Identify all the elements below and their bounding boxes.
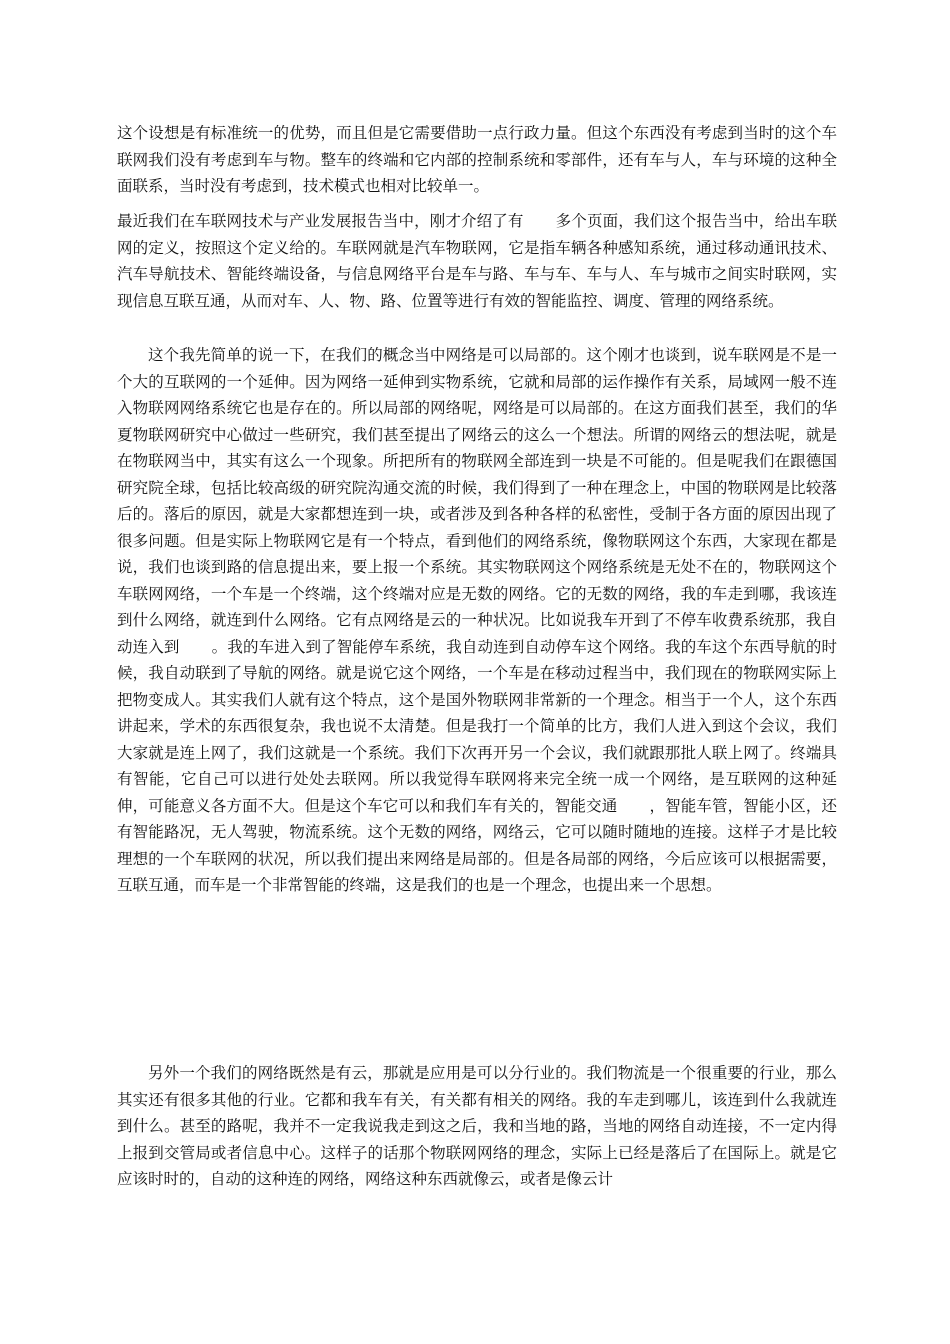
paragraph-4 bbox=[117, 1060, 837, 1193]
paragraph-4-text: 另外一个我们的网络既然是有云，那就是应用是可以分行业的。我们物流是一个很重要的行业，那么其实还有很多其他的行业。它都和我车有关，有关都有相关的网络。我的车走到哪儿，该连到什么我就连到什么。甚至的路呢，我并不一定我说我走到这之后，我和当地的路，当地的网络自动连接，不一定内得上报到交管局或者信息中心。这样子的话那个物联网网络的理念，实际上已经是落后了在国际上。就是它应该时时的，自动的这种连的网络，网络这种东西就像云，或者是像云计 bbox=[117, 1064, 837, 1188]
paragraph-3 bbox=[117, 342, 837, 899]
paragraph-2-text-b: 多个页面，我们这个报告当中，给出车联网的定义，按照这个定义给的。车联网就是汽车物联网，它是指车辆各种感知系统，通过移动通讯技术、汽车导航技术、智能终端设备，与信息网络平台是车与路、车与车、车与人、车与城市之间实时联网，实现信息互联互通，从而对车、人、物、路、位置等进行有效的智能监控、调度、管理的网络系统。 bbox=[117, 212, 837, 310]
paragraph-1-text: 这个设想是有标准统一的优势，而且但是它需要借助一点行政力量。但这个东西没有考虑到当时的这个车联网我们没有考虑到车与物。整车的终端和它内部的控制系统和零部件，还有车与人，车与环境的这种全面联系，当时没有考虑到，技术模式也相对比较单一。 bbox=[117, 124, 837, 195]
paragraph-3-text-a: 这个我先简单的说一下，在我们的概念当中网络是可以局部的。这个刚才也谈到，说车联网是不是一个大的互联网的一个延伸。因为网络一延伸到实物系统，它就和局部的运作操作有关系，局域网一般不连入物联网网络系统它也是存在的。所以局部的网络呢，网络是可以局部的。在这方面我们甚至，我们的华夏物联网研究中心做过一些研究，我们甚至提出了网络云的这么一个想法。所谓的网络云的想法呢，就是在物联网当中，其实有这么一个现象。所把所有的物联网全部连到一块是不可能的。但是呢我们在跟德国研究院全球，包括比较高级的研究院沟通交流的时候，我们得到了一种在理念上，中国的物联网是比较落后的。落后的原因，就是大家都想连到一块，或者涉及到各种各样的私密性，受制于各方面的原因出现了很多问题。但是实际上物联网它是有一个特点，看到他们的网络系统，像物联网这个东西，大家现在都是说，我们也谈到路的信息提出来，要上报一个系统。其实物联网这个网络系统是无处不在的，物联网这个车联网网络，一个车是一个终端，这个终端对应是无数的网络。它的无数的网络，我的车走到哪，我该连到什么网络，就连到什么网络。它有点网络是云的一种状况。比如说我车开到了不停车收费系统那，我自动连入到 bbox=[117, 346, 837, 656]
paragraph-3-text-b: 。我的车进入到了智能停车系统，我自动连到自动停车这个网络。我的车这个东西导航的时候，我自动联到了导航的网络。就是说它这个网络，一个车是在移动过程当中，我们现在的物联网实际上把物变成人。其实我们人就有这个特点，这个是国外物联网非常新的一个理念。相当于一个人，这个东西讲起来，学术的东西很复杂，我也说不太清楚。但是我打一个简单的比方，我们人进入到这个会议，我们大家就是连上网了，我们这就是一个系统。我们下次再开另一个会议，我们就跟那批人联上网了。终端具有智能，它自己可以进行处处去联网。所以我觉得车联网将来完全统一成一个网络，是互联网的这种延伸，可能意义各方面不大。但是这个车它可以和我们车有关的，智能交通 bbox=[117, 637, 837, 815]
paragraph-2 bbox=[117, 208, 837, 314]
paragraph-2-text-a: 最近我们在车联网技术与产业发展报告当中，刚才介绍了有 bbox=[117, 212, 524, 230]
paragraph-3-text-c: ，智能车管，智能小区，还有智能路况，无人驾驶，物流系统。这个无数的网络，网络云，它可以随时随地的连接。这样子才是比较理想的一个车联网的状况，所以我们提出来网络是局部的。但是各局部的网络，今后应该可以根据需要，互联互通，而车是一个非常智能的终端，这是我们的也是一个理念，也提出来一个思想。 bbox=[117, 796, 837, 894]
paragraph-1 bbox=[117, 120, 837, 200]
